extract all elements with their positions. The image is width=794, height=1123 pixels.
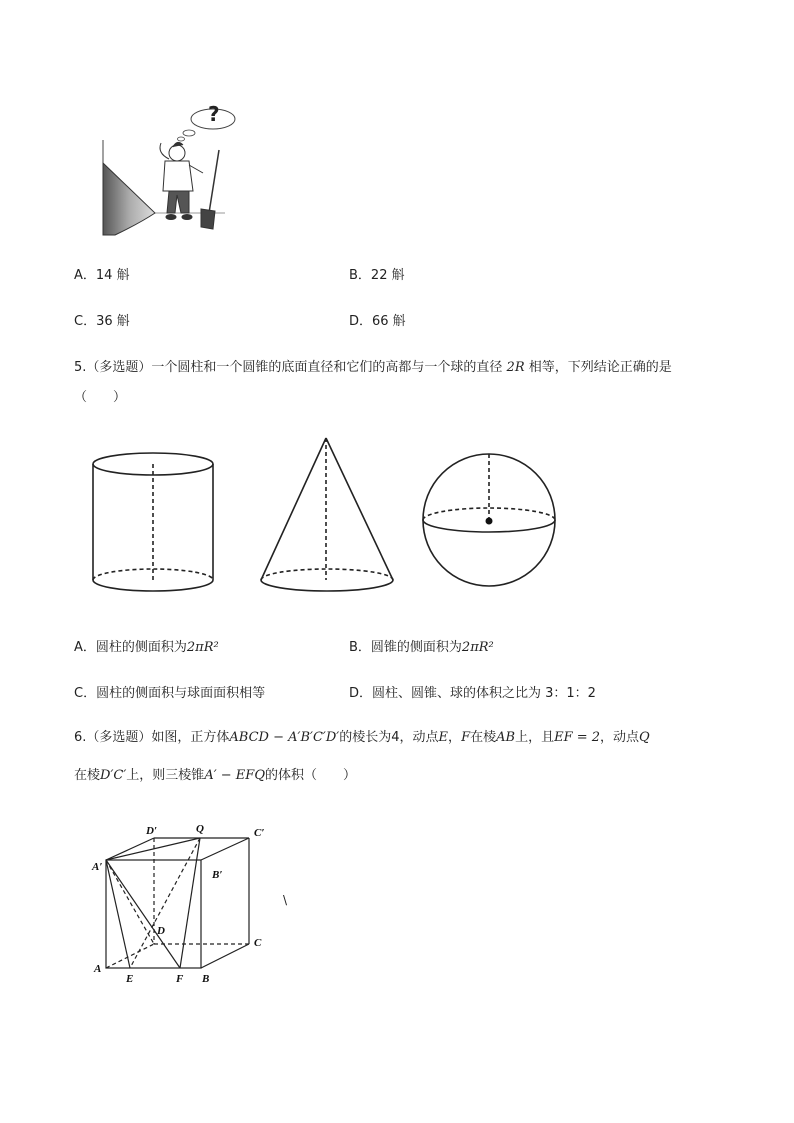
q5-option-a: A．圆柱的侧面积为2πR² — [74, 640, 219, 655]
label-c-prime: C′ — [254, 827, 265, 839]
q6-stem-line1: 6.（多选题）如图，正方体ABCD − A′B′C′D′的棱长为4，动点E，F在棱AB上，且EF = 2，动点Q — [74, 730, 650, 745]
label-b-prime: B′ — [212, 869, 223, 881]
q5-stem-line2: （ ） — [74, 390, 127, 405]
label-d-prime: D′ — [146, 825, 158, 837]
label-f: F — [176, 973, 184, 985]
q4-option-a: A．14 斛 — [74, 268, 130, 283]
label-q: Q — [196, 823, 204, 835]
q6-cube-figure — [90, 820, 280, 990]
man-figure — [160, 142, 203, 219]
cone — [261, 438, 393, 591]
q5-stem-line1: 5.（多选题）一个圆柱和一个圆锥的底面直径和它们的高都与一个球的直径 2R 相等，下列结论正确的是 — [74, 360, 672, 375]
cylinder — [93, 453, 213, 591]
q4-option-d: D．66 斛 — [349, 314, 406, 329]
q5-option-b: B．圆锥的侧面积为2πR² — [349, 640, 494, 655]
q4-figure — [85, 95, 245, 240]
label-b: B — [202, 973, 210, 985]
label-c: C — [254, 937, 262, 949]
label-d: D — [157, 925, 165, 937]
grain-cone — [103, 163, 155, 235]
q5-option-d: D．圆柱、圆锥、球的体积之比为 3：1：2 — [349, 686, 596, 701]
q5-option-c: C．圆柱的侧面积与球面面积相等 — [74, 686, 266, 701]
q6-stem-line2: 在棱D′C′上，则三棱锥A′ − EFQ的体积（ ） — [74, 768, 356, 783]
label-a: A — [94, 963, 102, 975]
q4-option-c: C．36 斛 — [74, 314, 130, 329]
label-e: E — [126, 973, 134, 985]
question-mark: ? — [208, 102, 220, 126]
q5-solids-figure — [85, 430, 565, 605]
label-a-prime: A′ — [92, 861, 103, 873]
stray-mark: \ — [283, 893, 288, 907]
q4-option-b: B．22 斛 — [349, 268, 405, 283]
